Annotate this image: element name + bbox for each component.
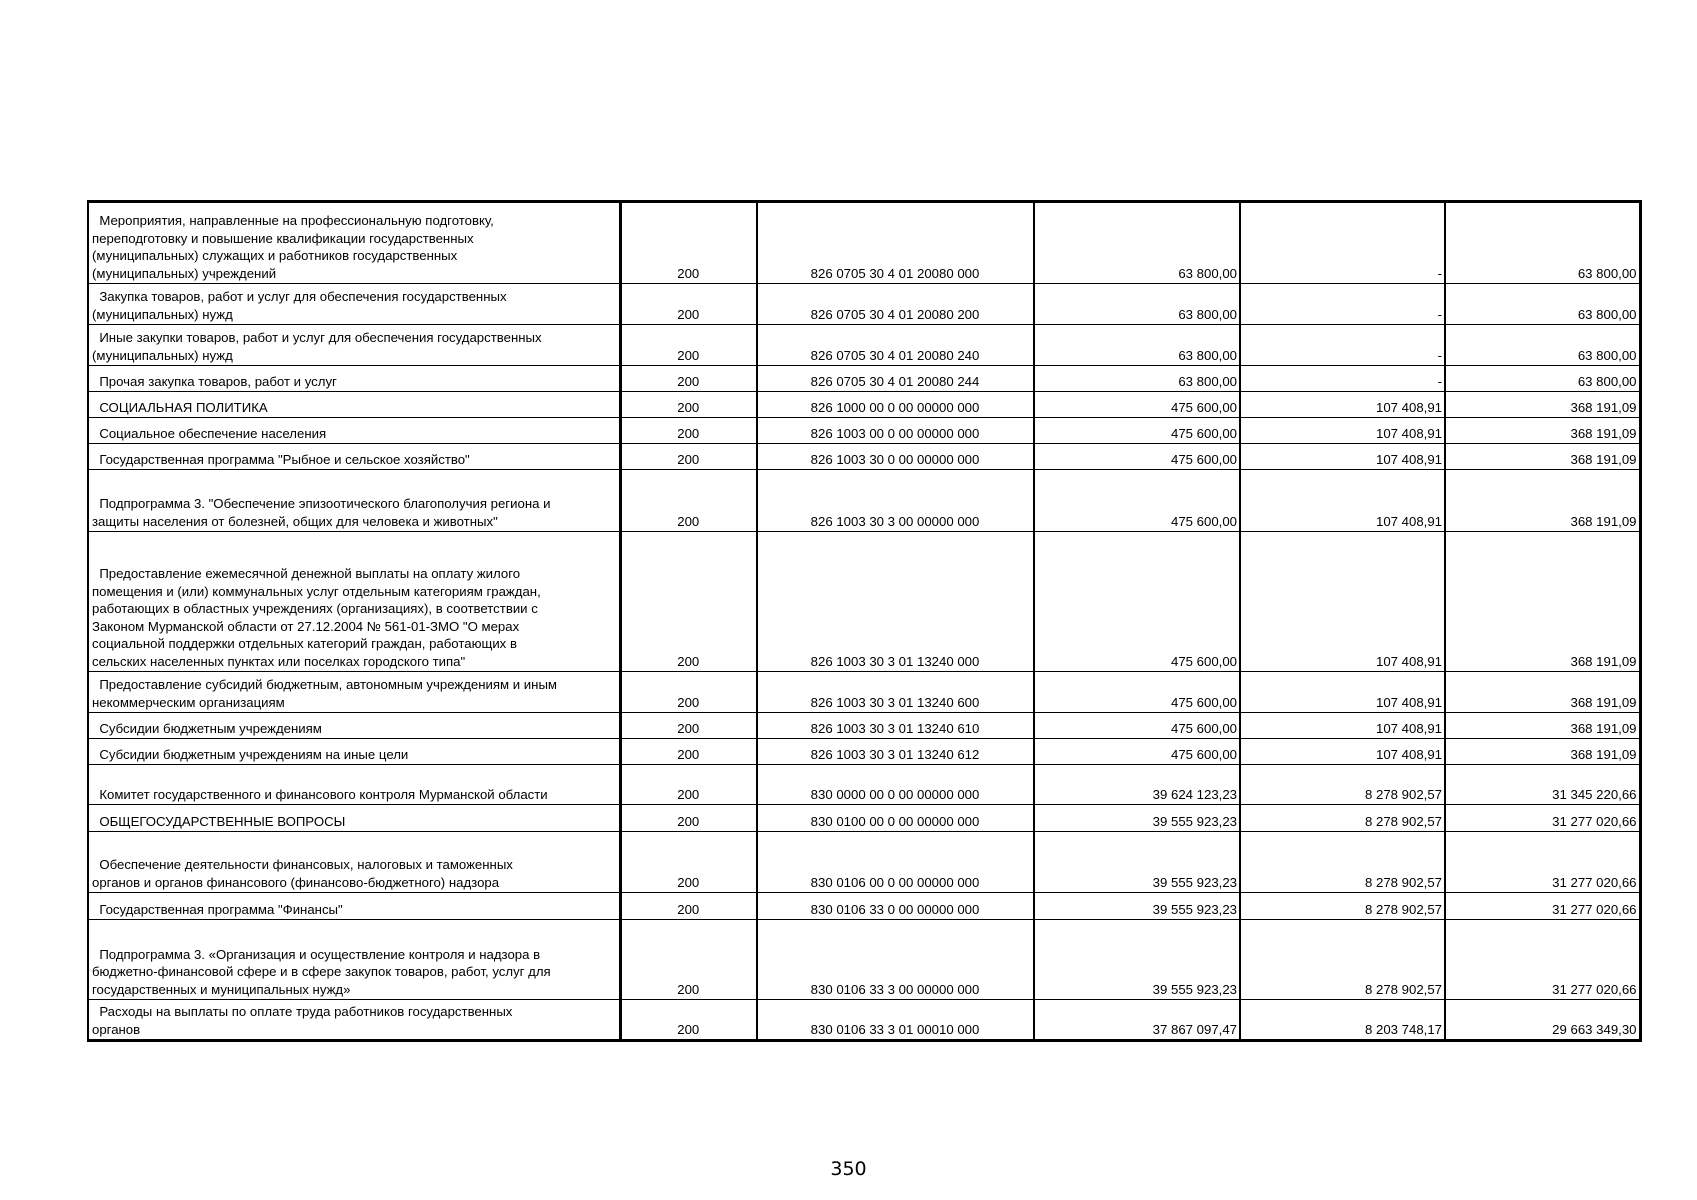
row-remaining-amount-cell: 31 345 220,66 xyxy=(1445,765,1640,805)
row-line-code-cell: 200 xyxy=(620,470,757,532)
row-executed-amount-cell: 8 278 902,57 xyxy=(1240,920,1445,1000)
table-row xyxy=(88,366,1640,392)
row-line-code-cell: 200 xyxy=(620,366,757,392)
row-approved-amount-cell: 475 600,00 xyxy=(1034,418,1240,444)
row-line-code-cell: 200 xyxy=(620,713,757,739)
row-name-cell: Иные закупки товаров, работ и услуг для обеспечения государственных (муниципальных) нужд xyxy=(88,325,620,366)
row-line-code-cell: 200 xyxy=(620,805,757,832)
row-executed-amount-cell: - xyxy=(1240,202,1445,284)
row-name-cell: Социальное обеспечение населения xyxy=(88,418,620,444)
row-executed-amount-cell: 107 408,91 xyxy=(1240,444,1445,470)
row-approved-amount-cell: 63 800,00 xyxy=(1034,325,1240,366)
row-line-code-cell: 200 xyxy=(620,832,757,893)
row-remaining-amount-cell: 63 800,00 xyxy=(1445,325,1640,366)
row-executed-amount-cell: 8 278 902,57 xyxy=(1240,832,1445,893)
row-line-code-cell: 200 xyxy=(620,202,757,284)
row-executed-amount-cell: 8 278 902,57 xyxy=(1240,805,1445,832)
row-name-cell: Субсидии бюджетным учреждениям на иные цели xyxy=(88,739,620,765)
table-row xyxy=(88,893,1640,920)
row-remaining-amount-cell: 368 191,09 xyxy=(1445,532,1640,672)
row-approved-amount-cell: 39 555 923,23 xyxy=(1034,805,1240,832)
row-approved-amount-cell: 63 800,00 xyxy=(1034,284,1240,325)
row-line-code-cell: 200 xyxy=(620,765,757,805)
table-row xyxy=(88,418,1640,444)
table-row xyxy=(88,532,1640,672)
row-name-cell: СОЦИАЛЬНАЯ ПОЛИТИКА xyxy=(88,392,620,418)
row-classification-code-cell: 830 0106 00 0 00 00000 000 xyxy=(757,832,1034,893)
row-remaining-amount-cell: 31 277 020,66 xyxy=(1445,920,1640,1000)
row-remaining-amount-cell: 368 191,09 xyxy=(1445,739,1640,765)
row-classification-code-cell: 830 0106 33 3 01 00010 000 xyxy=(757,1000,1034,1041)
table-row xyxy=(88,444,1640,470)
row-executed-amount-cell: 107 408,91 xyxy=(1240,392,1445,418)
row-classification-code-cell: 830 0100 00 0 00 00000 000 xyxy=(757,805,1034,832)
row-name-cell: Подпрограмма 3. «Организация и осуществление контроля и надзора в бюджетно-финансовой сфере и в сфере закупок товаров, работ, услуг для государственных и муниципальных нужд» xyxy=(88,920,620,1000)
row-line-code-cell: 200 xyxy=(620,532,757,672)
row-approved-amount-cell: 39 555 923,23 xyxy=(1034,893,1240,920)
row-approved-amount-cell: 475 600,00 xyxy=(1034,392,1240,418)
row-classification-code-cell: 830 0106 33 0 00 00000 000 xyxy=(757,893,1034,920)
row-name-cell: Комитет государственного и финансового контроля Мурманской области xyxy=(88,765,620,805)
row-classification-code-cell: 826 0705 30 4 01 20080 200 xyxy=(757,284,1034,325)
table-row xyxy=(88,325,1640,366)
row-remaining-amount-cell: 368 191,09 xyxy=(1445,392,1640,418)
row-remaining-amount-cell: 63 800,00 xyxy=(1445,284,1640,325)
row-classification-code-cell: 830 0000 00 0 00 00000 000 xyxy=(757,765,1034,805)
row-classification-code-cell: 826 1003 00 0 00 00000 000 xyxy=(757,418,1034,444)
row-executed-amount-cell: 107 408,91 xyxy=(1240,532,1445,672)
row-name-cell: Предоставление субсидий бюджетным, автономным учреждениям и иным некоммерческим организациям xyxy=(88,672,620,713)
row-remaining-amount-cell: 31 277 020,66 xyxy=(1445,805,1640,832)
row-remaining-amount-cell: 368 191,09 xyxy=(1445,713,1640,739)
row-name-cell: Субсидии бюджетным учреждениям xyxy=(88,713,620,739)
row-classification-code-cell: 826 1003 30 3 00 00000 000 xyxy=(757,470,1034,532)
row-remaining-amount-cell: 31 277 020,66 xyxy=(1445,832,1640,893)
table-row xyxy=(88,1000,1640,1041)
table-row xyxy=(88,202,1640,284)
row-approved-amount-cell: 475 600,00 xyxy=(1034,532,1240,672)
row-executed-amount-cell: 8 278 902,57 xyxy=(1240,893,1445,920)
row-classification-code-cell: 826 0705 30 4 01 20080 244 xyxy=(757,366,1034,392)
row-line-code-cell: 200 xyxy=(620,920,757,1000)
row-approved-amount-cell: 63 800,00 xyxy=(1034,366,1240,392)
table-row xyxy=(88,392,1640,418)
row-name-cell: Закупка товаров, работ и услуг для обеспечения государственных (муниципальных) нужд xyxy=(88,284,620,325)
row-classification-code-cell: 826 1003 30 3 01 13240 000 xyxy=(757,532,1034,672)
row-approved-amount-cell: 475 600,00 xyxy=(1034,444,1240,470)
row-executed-amount-cell: 107 408,91 xyxy=(1240,418,1445,444)
row-executed-amount-cell: 8 278 902,57 xyxy=(1240,765,1445,805)
table-row xyxy=(88,765,1640,805)
row-executed-amount-cell: - xyxy=(1240,325,1445,366)
page-number: 350 xyxy=(830,1158,867,1180)
table-row xyxy=(88,805,1640,832)
row-remaining-amount-cell: 63 800,00 xyxy=(1445,366,1640,392)
row-name-cell: Государственная программа "Рыбное и сельское хозяйство" xyxy=(88,444,620,470)
row-name-cell: ОБЩЕГОСУДАРСТВЕННЫЕ ВОПРОСЫ xyxy=(88,805,620,832)
table-row xyxy=(88,672,1640,713)
table-row xyxy=(88,920,1640,1000)
table-row xyxy=(88,739,1640,765)
row-approved-amount-cell: 39 555 923,23 xyxy=(1034,832,1240,893)
row-executed-amount-cell: 107 408,91 xyxy=(1240,739,1445,765)
row-classification-code-cell: 826 1003 30 0 00 00000 000 xyxy=(757,444,1034,470)
row-name-cell: Государственная программа "Финансы" xyxy=(88,893,620,920)
row-remaining-amount-cell: 368 191,09 xyxy=(1445,444,1640,470)
row-approved-amount-cell: 39 624 123,23 xyxy=(1034,765,1240,805)
table-row xyxy=(88,284,1640,325)
table-row xyxy=(88,832,1640,893)
row-line-code-cell: 200 xyxy=(620,284,757,325)
row-name-cell: Предоставление ежемесячной денежной выплаты на оплату жилого помещения и (или) коммунальных услуг отдельным категориям граждан, работающих в областных учреждениях (организациях), в соответствии с Законом Мурманской области от 27.12.2004 № 561-01-ЗМО "О мерах социальной поддержки отдельных категорий граждан, работающих в сельских населенных пунктах или поселках городского типа" xyxy=(88,532,620,672)
row-line-code-cell: 200 xyxy=(620,444,757,470)
row-approved-amount-cell: 475 600,00 xyxy=(1034,739,1240,765)
row-line-code-cell: 200 xyxy=(620,739,757,765)
row-approved-amount-cell: 475 600,00 xyxy=(1034,713,1240,739)
row-line-code-cell: 200 xyxy=(620,325,757,366)
row-executed-amount-cell: 107 408,91 xyxy=(1240,672,1445,713)
row-classification-code-cell: 826 1000 00 0 00 00000 000 xyxy=(757,392,1034,418)
row-remaining-amount-cell: 368 191,09 xyxy=(1445,672,1640,713)
row-classification-code-cell: 826 1003 30 3 01 13240 610 xyxy=(757,713,1034,739)
row-remaining-amount-cell: 63 800,00 xyxy=(1445,202,1640,284)
row-classification-code-cell: 830 0106 33 3 00 00000 000 xyxy=(757,920,1034,1000)
table-row xyxy=(88,713,1640,739)
row-approved-amount-cell: 39 555 923,23 xyxy=(1034,920,1240,1000)
row-remaining-amount-cell: 368 191,09 xyxy=(1445,418,1640,444)
row-name-cell: Мероприятия, направленные на профессиональную подготовку, переподготовку и повышение квалификации государственных (муниципальных) служащих и работников государственных (муниципальных) учреждений xyxy=(88,202,620,284)
row-name-cell: Обеспечение деятельности финансовых, налоговых и таможенных органов и органов финансового (финансово-бюджетного) надзора xyxy=(88,832,620,893)
row-line-code-cell: 200 xyxy=(620,893,757,920)
row-approved-amount-cell: 37 867 097,47 xyxy=(1034,1000,1240,1041)
row-approved-amount-cell: 475 600,00 xyxy=(1034,672,1240,713)
row-remaining-amount-cell: 29 663 349,30 xyxy=(1445,1000,1640,1041)
row-line-code-cell: 200 xyxy=(620,1000,757,1041)
row-classification-code-cell: 826 0705 30 4 01 20080 240 xyxy=(757,325,1034,366)
row-executed-amount-cell: 8 203 748,17 xyxy=(1240,1000,1445,1041)
table-row xyxy=(88,470,1640,532)
row-name-cell: Расходы на выплаты по оплате труда работников государственных органов xyxy=(88,1000,620,1041)
row-classification-code-cell: 826 0705 30 4 01 20080 000 xyxy=(757,202,1034,284)
row-classification-code-cell: 826 1003 30 3 01 13240 612 xyxy=(757,739,1034,765)
row-executed-amount-cell: 107 408,91 xyxy=(1240,470,1445,532)
row-line-code-cell: 200 xyxy=(620,672,757,713)
row-remaining-amount-cell: 368 191,09 xyxy=(1445,470,1640,532)
row-approved-amount-cell: 475 600,00 xyxy=(1034,470,1240,532)
table-body xyxy=(88,202,1640,1041)
row-name-cell: Прочая закупка товаров, работ и услуг xyxy=(88,366,620,392)
row-approved-amount-cell: 63 800,00 xyxy=(1034,202,1240,284)
row-classification-code-cell: 826 1003 30 3 01 13240 600 xyxy=(757,672,1034,713)
row-executed-amount-cell: 107 408,91 xyxy=(1240,713,1445,739)
row-remaining-amount-cell: 31 277 020,66 xyxy=(1445,893,1640,920)
budget-table xyxy=(87,200,1642,1042)
row-executed-amount-cell: - xyxy=(1240,284,1445,325)
row-executed-amount-cell: - xyxy=(1240,366,1445,392)
row-line-code-cell: 200 xyxy=(620,418,757,444)
row-line-code-cell: 200 xyxy=(620,392,757,418)
row-name-cell: Подпрограмма 3. "Обеспечение эпизоотического благополучия региона и защиты населения от болезней, общих для человека и животных" xyxy=(88,470,620,532)
